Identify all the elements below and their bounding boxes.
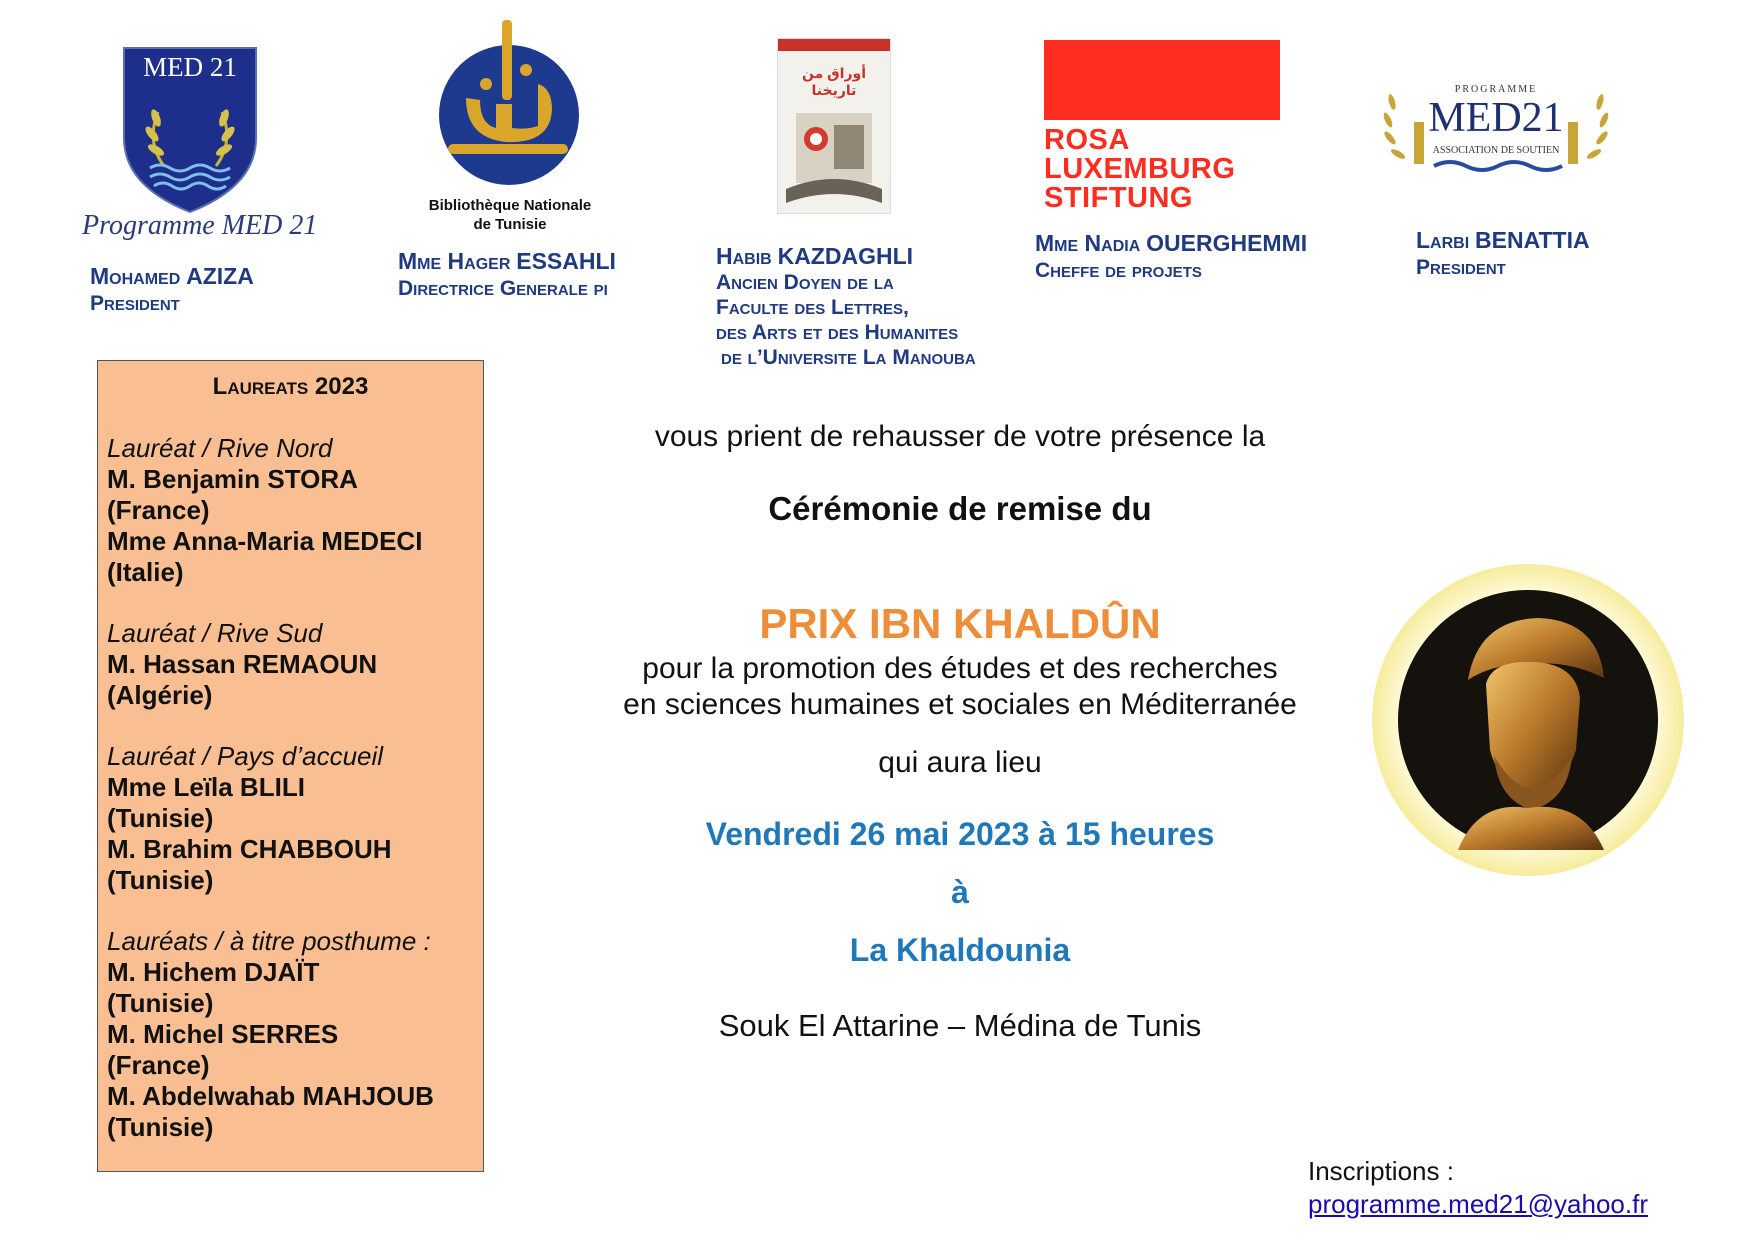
- laureate-line: M. Hichem DJAÏT: [107, 957, 320, 987]
- sponsor-name-prefix: Mohamed: [90, 263, 181, 289]
- rosa-line: ROSA: [1044, 124, 1130, 156]
- med21-association-text: MED21: [1428, 95, 1564, 141]
- rosa-luxemburg-red-block: [1044, 40, 1280, 120]
- sponsor-name: AZIZA: [186, 263, 254, 289]
- med21-logo-text: MED 21: [143, 52, 237, 82]
- sponsor-line: de l’Universite La Manouba: [721, 346, 976, 369]
- laureate-line: (France): [107, 495, 210, 525]
- laureate-category: Lauréat / Rive Nord: [107, 433, 333, 463]
- bnt-caption-line1: Bibliothèque Nationale: [428, 197, 592, 214]
- laureate-line: (Italie): [107, 557, 184, 587]
- laureate-line: M. Abdelwahab MAHJOUB: [107, 1081, 434, 1111]
- registration-label: Inscriptions :: [1308, 1156, 1454, 1186]
- sponsor-name: OUERGHEMMI: [1146, 230, 1308, 256]
- prize-title: PRIX IBN KHALDÛN: [759, 600, 1161, 647]
- sponsor-name-prefix: Larbi: [1416, 227, 1470, 253]
- sponsor-caption-kazdaghli: [716, 244, 976, 370]
- sponsor-caption-ouerghemmi: [1035, 230, 1307, 284]
- sponsor-name: ESSAHLI: [516, 248, 616, 274]
- laureate-line: (Tunisie): [107, 865, 214, 895]
- laureate-line: Mme Leïla BLILI: [107, 772, 305, 802]
- laureates-title: [98, 373, 483, 401]
- sponsor-role: President: [90, 292, 180, 315]
- rosa-line: STIFTUNG: [1044, 182, 1193, 214]
- laureate-category: Lauréat / Rive Sud: [107, 618, 323, 648]
- book-title: أوراق من تاريخنا: [801, 65, 867, 98]
- sponsor-line: des Arts et des Humanites: [716, 321, 959, 344]
- laureate-category: Lauréat / Pays d’accueil: [107, 741, 384, 771]
- laureate-line: Mme Anna-Maria MEDECI: [107, 526, 423, 556]
- med21-association-sub: ASSOCIATION DE SOUTIEN: [1432, 145, 1560, 156]
- event-address: Souk El Attarine – Médina de Tunis: [718, 1008, 1202, 1043]
- sponsor-name-prefix: Habib: [716, 243, 772, 269]
- laureate-line: M. Brahim CHABBOUH: [107, 834, 392, 864]
- laureate-line: M. Hassan REMAOUN: [107, 649, 378, 679]
- sponsor-name: BENATTIA: [1475, 227, 1590, 253]
- invitation-line1: vous prient de rehausser de votre présence la: [654, 420, 1266, 453]
- event-date: Vendredi 26 mai 2023 à 15 heures: [705, 816, 1215, 852]
- prize-purpose-line1: pour la promotion des études et des recherches: [642, 652, 1278, 685]
- event-at: à: [951, 874, 969, 910]
- event-venue: La Khaldounia: [849, 932, 1071, 968]
- sponsor-name-prefix: Mme Nadia: [1035, 230, 1141, 256]
- sponsor-role: Directrice Generale pi: [398, 277, 608, 300]
- bnt-logo: [426, 18, 592, 188]
- sponsor-role: President: [1416, 256, 1506, 279]
- laureate-line: (Tunisie): [107, 1112, 214, 1142]
- rosa-line: LUXEMBURG: [1044, 153, 1236, 185]
- laureate-line: (France): [107, 1050, 210, 1080]
- bnt-caption-line2: de Tunisie: [473, 216, 547, 233]
- bnt-caption: [400, 196, 620, 234]
- sponsor-name: KAZDAGHLI: [777, 243, 914, 269]
- laureate-line: (Tunisie): [107, 988, 214, 1018]
- rosa-luxemburg-logo-text: [1044, 126, 1235, 213]
- ibn-khaldun-portrait: [1368, 560, 1688, 880]
- med21-logo-script: Programme MED 21: [82, 210, 318, 241]
- sponsor-name-prefix: Mme Hager: [398, 248, 511, 274]
- invitation-line3: qui aura lieu: [878, 746, 1042, 779]
- laureate-line: (Algérie): [107, 680, 213, 710]
- sponsor-line: Faculte des Lettres,: [716, 296, 909, 319]
- sponsor-caption-essahli: [398, 248, 616, 302]
- laureate-line: (Tunisie): [107, 803, 214, 833]
- laureate-line: M. Michel SERRES: [107, 1019, 339, 1049]
- med21-association-top: PROGRAMME: [1454, 84, 1538, 95]
- laureates-box: [97, 360, 484, 1172]
- laureate-category: Lauréats / à titre posthume :: [107, 926, 431, 956]
- registration-email-link[interactable]: programme.med21@yahoo.fr: [1308, 1189, 1648, 1219]
- book-cover-image: [777, 38, 891, 214]
- sponsor-caption-aziza: [90, 263, 254, 317]
- laureate-line: M. Benjamin STORA: [107, 464, 358, 494]
- sponsor-role: Cheffe de projets: [1035, 259, 1202, 282]
- sponsor-caption-benattia: [1416, 227, 1590, 281]
- prize-purpose-line2: en sciences humaines et sociales en Méditerranée: [623, 688, 1297, 721]
- ceremony-heading: Cérémonie de remise du: [768, 490, 1152, 527]
- laureates-title-text: Laureats 2023: [212, 373, 369, 400]
- sponsor-line: Ancien Doyen de la: [716, 271, 894, 294]
